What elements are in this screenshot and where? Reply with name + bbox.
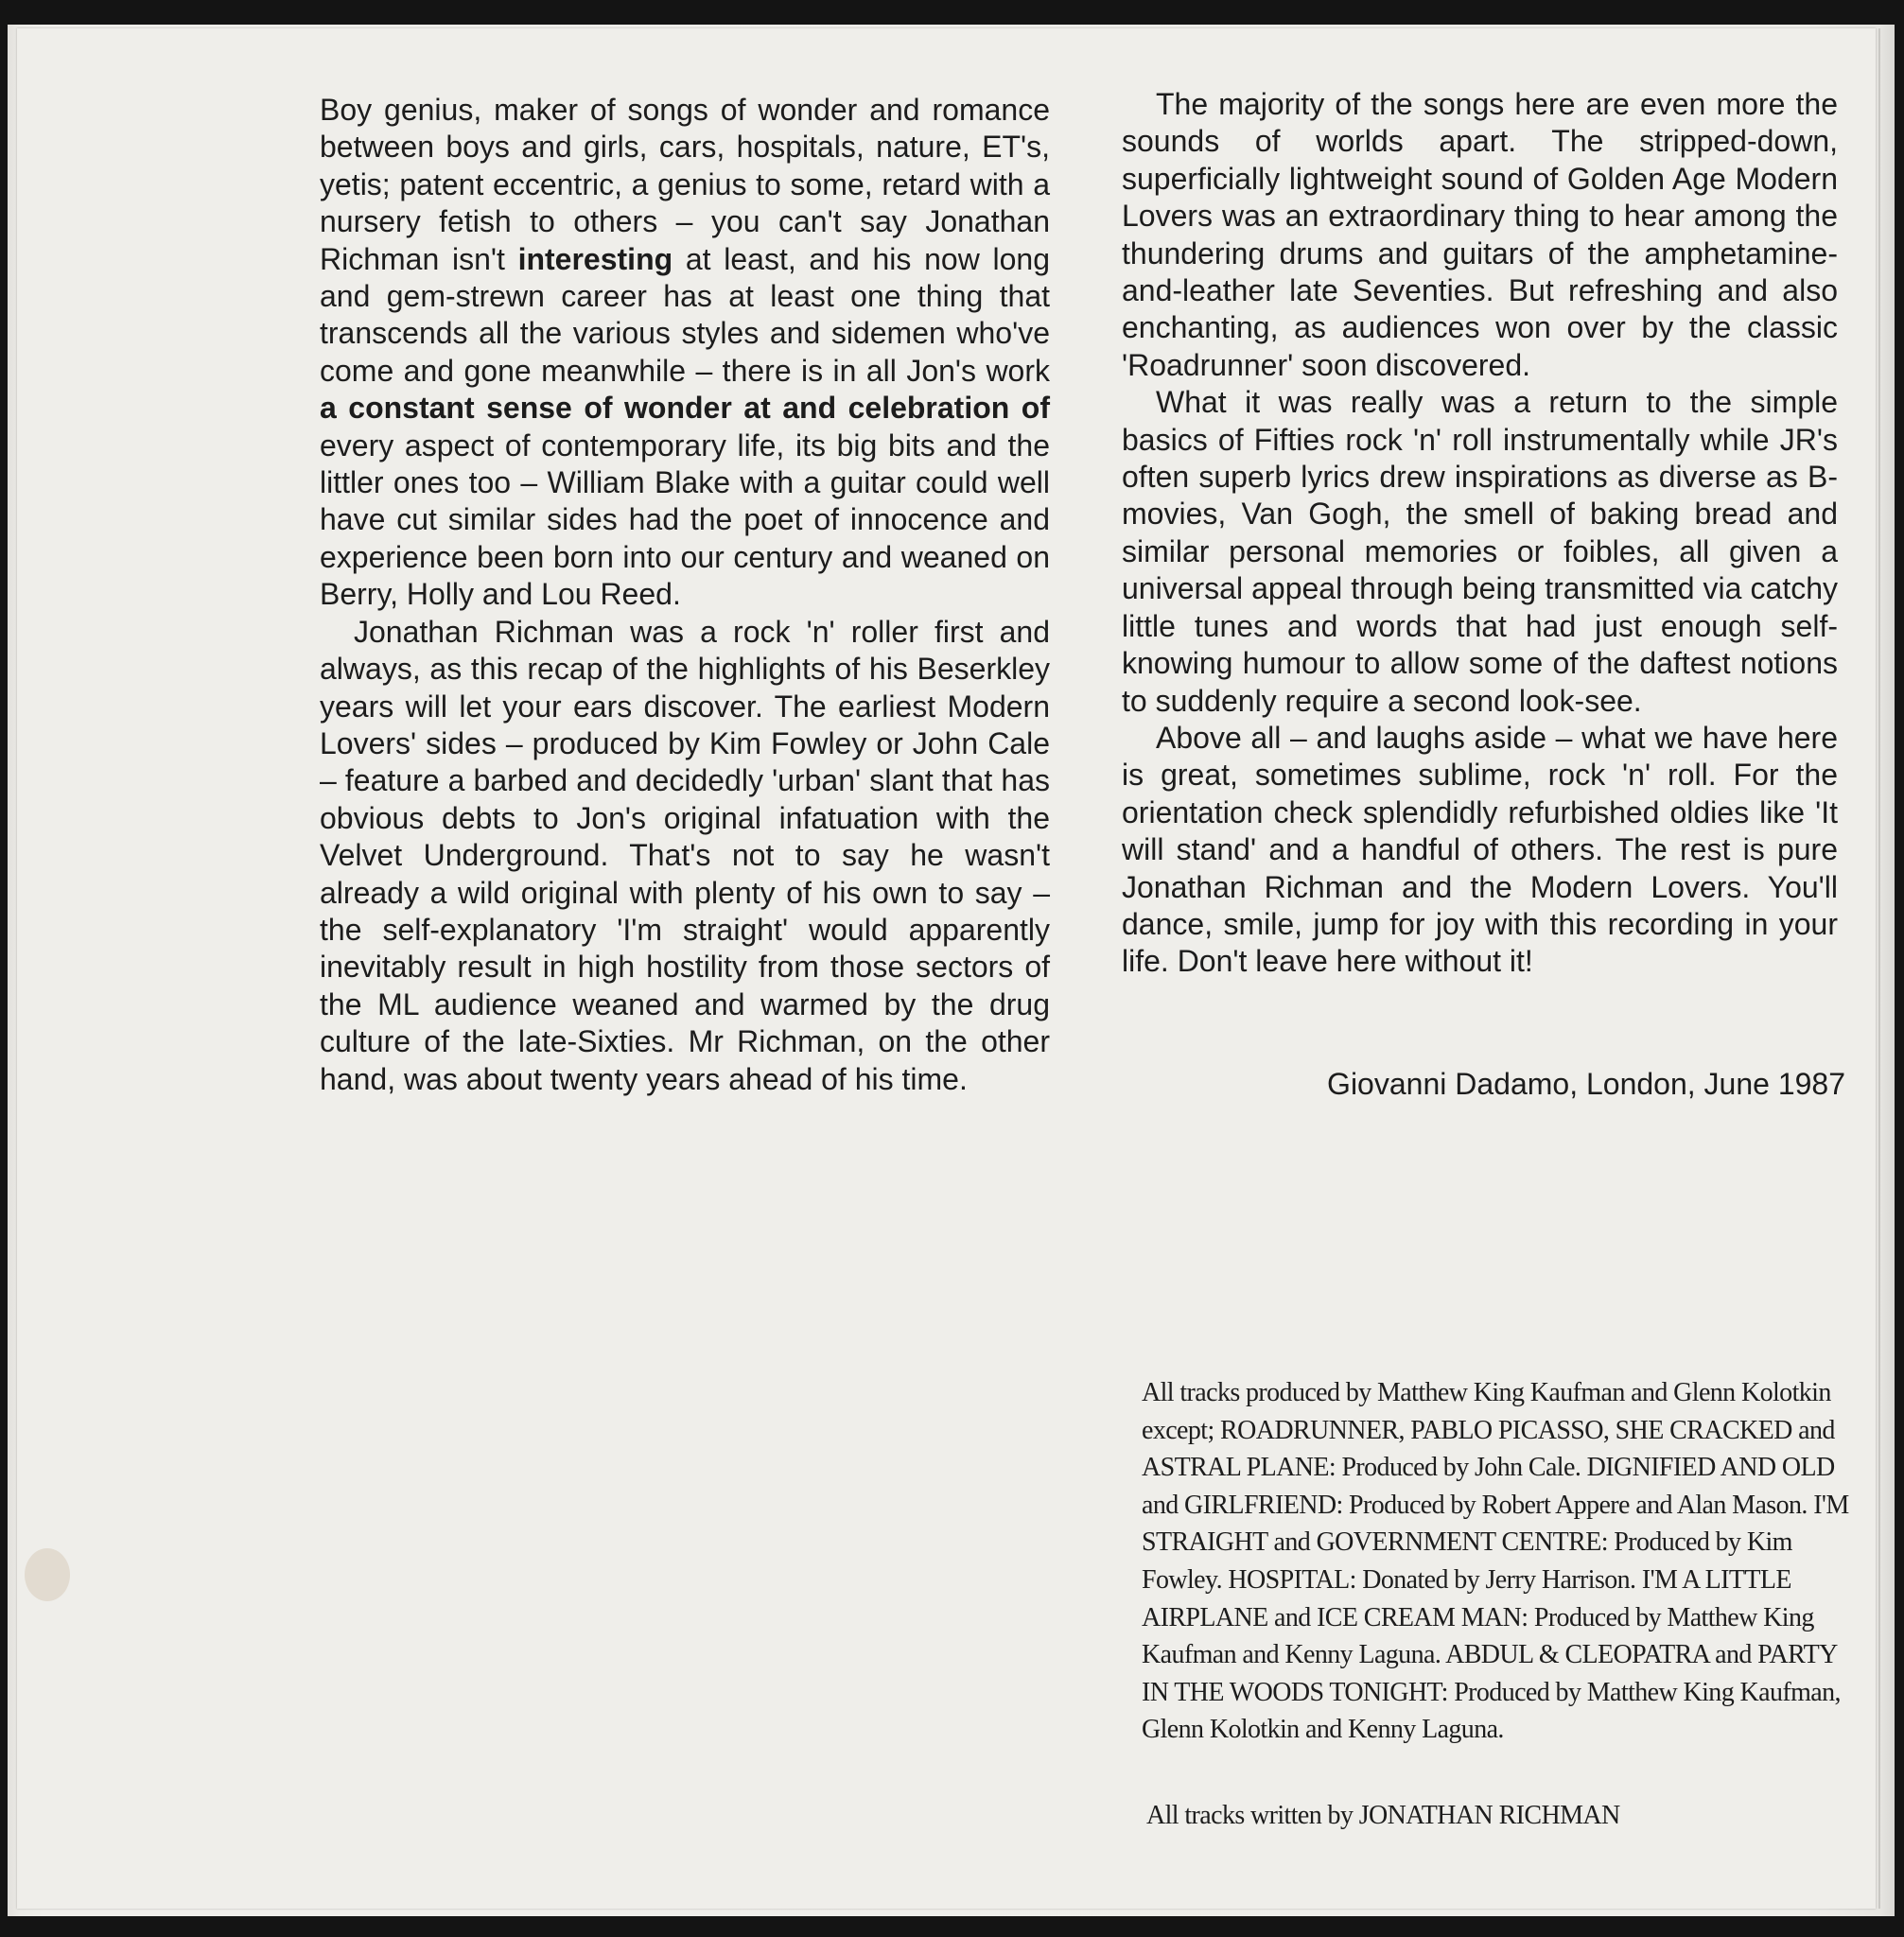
liner-notes-left-column	[320, 92, 1050, 1098]
author-signature: Giovanni Dadamo, London, June 1987	[1327, 1067, 1845, 1101]
left-p1-text-e: every aspect of contemporary life, its big bits and the littler ones too – William Blake with a guitar could well have cut similar sides had the poet of innocence and experience been born into our century and weaned on Berry, Holly and Lou Reed.	[320, 428, 1050, 612]
right-paragraph-2: What it was really was a return to the simple basics of Fifties rock 'n' roll instrumentally while JR's often superb lyrics drew inspirations as diverse as B-movies, Van Gogh, the smell of baking bread and similar personal memories or foibles, all given a universal appeal through being transmitted via catchy little tunes and words that had just enough self-knowing humour to allow some of the daftest notions to suddenly require a second look-see.	[1122, 385, 1838, 718]
left-p1-text-c: at least, and his now long and gem-strewn career has at least one thing that transcends all the various styles and sidemen who've come and gone meanwhile – there is in all Jon's work	[320, 241, 1051, 388]
liner-notes-right-column	[1122, 86, 1838, 981]
left-p1-bold-interesting: interesting	[517, 241, 673, 276]
insert-edge	[1878, 28, 1880, 1909]
right-paragraph-1: The majority of the songs here are even more the sounds of worlds apart. The stripped-down, superficially lightweight sound of Golden Age Modern Lovers was an extraordinary thing to hear among the thundering drums and guitars of the amphetamine-and-leather late Seventies. But refreshing and also enchanting, as audiences won over by the classic 'Roadrunner' soon discovered.	[1122, 87, 1838, 382]
punch-hole-mark	[25, 1548, 70, 1601]
left-paragraph-2: Jonathan Richman was a rock 'n' roller first and always, as this recap of the highlights of his Beserkley years will let your ears discover. The earliest Modern Lovers' sides – produced by Kim Fowley or John Cale – feature a barbed and decidedly 'urban' slant that has obvious debts to Jon's original infatuation with the Velvet Underground. That's not to say he wasn't already a wild original with plenty of his own to say – the self-explanatory 'I'm straight' would apparently inevitably result in high hostility from those sectors of the ML audience weaned and warmed by the drug culture of the late-Sixties. Mr Richman, on the other hand, was about twenty years ahead of his time.	[320, 614, 1050, 1096]
left-paragraph-1	[320, 92, 1050, 614]
left-p1-bold-phrase: a constant sense of wonder at and celebration of	[320, 391, 1050, 426]
production-credits: All tracks produced by Matthew King Kaufman and Glenn Kolotkin except; ROADRUNNER, PABLO PICASSO, SHE CRACKED and ASTRAL PLANE: Produced by John Cale. DIGNIFIED AND OLD and GIRLFRIEND: Produced by Robert Appere and Alan Mason. I'M STRAIGHT and GOVERNMENT CENTRE: Produced by Kim Fowley. HOSPITAL: Donated by Jerry Harrison. I'M A LITTLE AIRPLANE and ICE CREAM MAN: Produced by Matthew King Kaufman and Kenny Laguna. ABDUL & CLEOPATRA and PARTY IN THE WOODS TONIGHT: Produced by Matthew King Kaufman, Glenn Kolotkin and Kenny Laguna.	[1142, 1378, 1849, 1745]
left-p1-text-a: Boy genius, maker of songs of wonder and romance between boys and girls, cars, hospitals, nature, ET's, yetis; patent eccentric, a genius to some, retard with a nursery fetish to others – you can't say Jonathan Richman isn't	[320, 93, 1050, 276]
writer-credit: All tracks written by JONATHAN RICHMAN	[1146, 1801, 1620, 1830]
right-paragraph-3: Above all – and laughs aside – what we have here is great, sometimes sublime, rock 'n' roll. For the orientation check splendidly refurbished oldies like 'It will stand' and a handful of others. The rest is pure Jonathan Richman and the Modern Lovers. You'll dance, smile, jump for joy with this recording in your life. Don't leave here without it!	[1122, 720, 1838, 979]
